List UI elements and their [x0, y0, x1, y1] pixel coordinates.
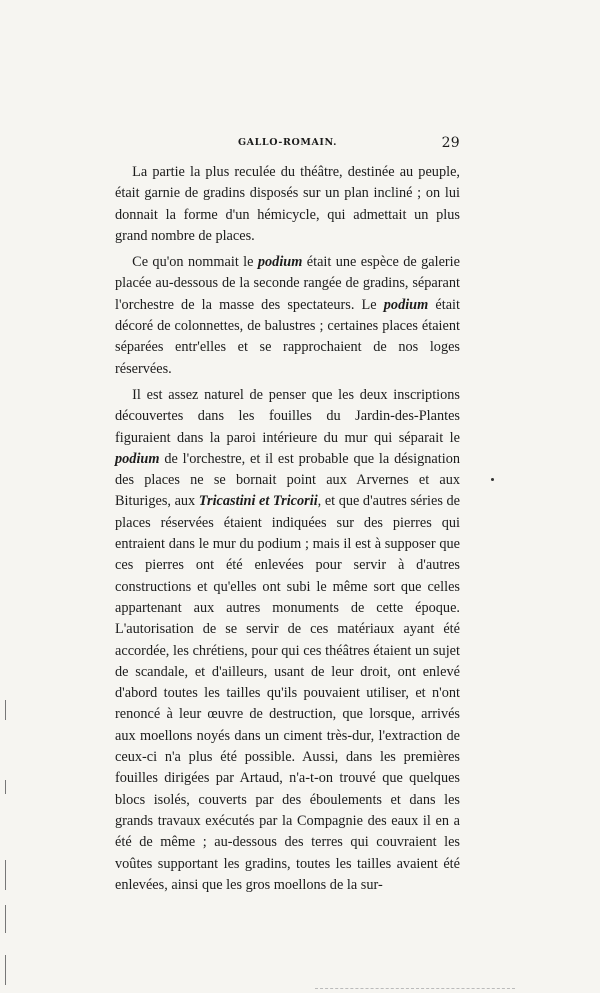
text-run: était une espèce de galerie placée au-dessous de la seconde rangée de gradins, séparant l'orchestre de la masse des spectateurs. Le — [115, 254, 460, 313]
text-run: Il est assez naturel de penser que les deux inscriptions découvertes dans les fouilles du Jardin-des-Plantes figuraient dans la paroi intérieure du mur qui séparait le — [115, 386, 460, 446]
scan-edge-mark — [5, 905, 6, 933]
text-run: , et que d'autres séries de places réservées étaient indiquées sur des pierres qui entraient dans le mur du podium ; mais il est à supposer que ces pierres ont été enlevées pour servir à d'autres constructions et qu'elles ont subi le même sort que celles appartenant aux autres monuments de cette époque. L'autorisation de se servir de ces matériaux ayant été accordée, les chrétiens, pour qui ces théâtres étaient un sujet de scandale, et d'ailleurs, usant de leur droit, ont enlevé d'abord toutes les tailles qu'ils pouvaient utiliser, et n'ont renoncé à leur œuvre de destruction, que lorsque, arrivés aux moellons noyés dans un ciment très-dur, l'extraction de ceux-ci n'a plus été possible. Aussi, dans les premières fouilles dirigées par Artaud, n'a-t-on trouvé que quelques blocs isolés, couverts par des éboulements et dans les grands travaux exécutés par la Compagnie des eaux il en a été de même ; au-dessous des terres qui couvraient les voûtes supportant les gradins, toutes les tailles avaient été enlevées, ainsi que les gros moellons de la sur- — [115, 493, 460, 893]
body-text — [115, 162, 460, 901]
scan-edge-mark — [5, 780, 6, 794]
text-run: Ce qu'on nommait le — [132, 254, 258, 271]
text-run: était décoré de colonnettes, de balustres ; certaines places étaient séparées entr'elles et se rapprochaient de nos loges réservées. — [115, 296, 460, 377]
scan-noise — [315, 988, 515, 990]
paragraph — [115, 385, 460, 896]
scan-edge-mark — [5, 700, 6, 720]
running-header — [115, 137, 460, 153]
scan-edge-mark — [5, 860, 6, 890]
page-number: 29 — [441, 135, 460, 151]
italic-term: podium — [383, 296, 429, 313]
running-title: GALLO-ROMAIN. — [237, 137, 338, 148]
paragraph — [115, 252, 460, 380]
italic-term: Tricastini et Tricorii — [198, 493, 318, 510]
text-run: La partie la plus reculée du théâtre, destinée au peuple, était garnie de gradins disposés sur un plan incliné ; on lui donnait la forme d'un hémicycle, qui admettait un plus grand nombre de places. — [115, 164, 460, 244]
italic-term: podium — [115, 450, 160, 467]
text-run: de l'orchestre, et il est probable que la désignation des places ne se bornait point aux Arvernes et aux Bituriges, aux — [115, 450, 460, 510]
paragraph — [115, 162, 460, 247]
scan-edge-mark — [5, 955, 6, 985]
ink-speck — [491, 478, 494, 481]
italic-term: podium — [257, 254, 303, 271]
